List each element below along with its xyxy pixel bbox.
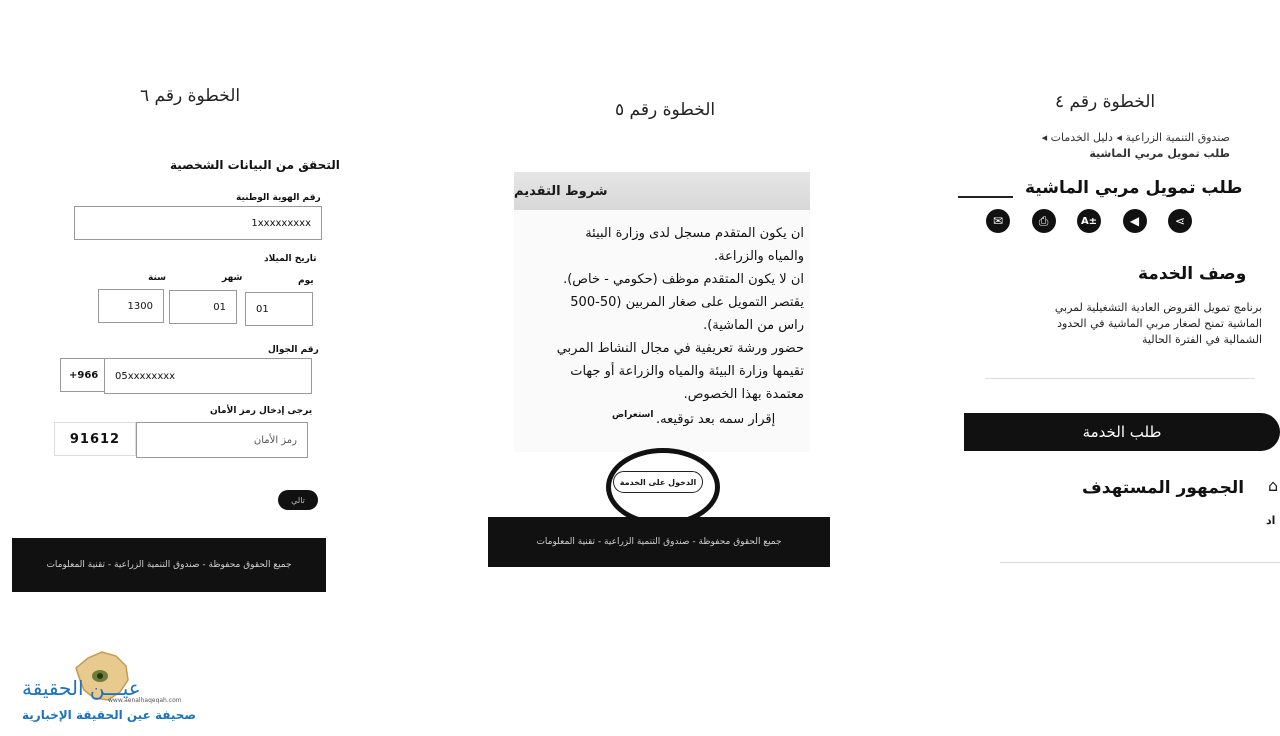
captcha-image: 91612: [54, 422, 136, 456]
condition-line: تقيمها وزارة البيئة والمياه والزراعة أو جهات: [570, 364, 804, 379]
divider: [1000, 562, 1280, 563]
conditions-list: [520, 222, 804, 406]
step6-title: الخطوة رقم ٦: [140, 86, 241, 106]
condition-line: حضور ورشة تعريفية في مجال النشاط المربي: [556, 341, 804, 356]
chevron-left-icon: ◂: [1041, 131, 1048, 144]
logo-tagline: صحيفة عين الحقيقة الإخبارية: [22, 708, 196, 722]
condition-line: يقتصر التمويل على صغار المربين (50-500: [570, 295, 804, 310]
logo: [18, 648, 196, 726]
request-service-button[interactable]: طلب الخدمة: [964, 413, 1280, 451]
acknowledgement-text: إقرار سمه بعد توقيعه.: [656, 412, 776, 427]
breadcrumb-current: طلب تمويل مربي الماشية: [1089, 147, 1230, 160]
month-label: شهر: [222, 273, 243, 283]
speaker-icon[interactable]: ◀: [1123, 209, 1147, 233]
breadcrumb-item-fund[interactable]: صندوق التنمية الزراعية: [1125, 131, 1230, 144]
national-id-field[interactable]: 1xxxxxxxxx: [74, 206, 322, 240]
service-description: [1000, 300, 1262, 348]
desc-heading: وصف الخدمة: [1138, 264, 1247, 284]
country-code-field: +966: [60, 358, 106, 392]
condition-line: راس من الماشية).: [703, 318, 804, 333]
chevron-left-icon: ◂: [1112, 131, 1122, 144]
service-title: طلب تمويل مربي الماشية: [1025, 178, 1243, 198]
audience-text-cut: اد: [1266, 514, 1276, 527]
step4-title: الخطوة رقم ٤: [1055, 92, 1156, 112]
step5-title: الخطوة رقم ٥: [615, 100, 716, 120]
national-id-label: رقم الهوية الوطنية: [236, 193, 321, 203]
share-icon[interactable]: ⋖: [1168, 209, 1192, 233]
month-field[interactable]: 01: [169, 290, 237, 324]
divider: [985, 378, 1255, 379]
next-button[interactable]: تالي: [278, 490, 318, 510]
day-label: يوم: [298, 276, 314, 286]
mobile-field[interactable]: 05xxxxxxxx: [104, 358, 312, 394]
login-service-button[interactable]: الدخول على الخدمة: [613, 471, 703, 493]
dob-label: تاريخ الميلاد: [264, 254, 317, 264]
view-link[interactable]: استعراض: [612, 410, 654, 420]
audience-heading: الجمهور المستهدف: [1082, 478, 1245, 498]
day-field[interactable]: 01: [245, 292, 313, 326]
font-size-icon[interactable]: A±: [1077, 209, 1101, 233]
breadcrumb: [1012, 131, 1230, 144]
condition-line: ان لا يكون المتقدم موظف (حكومي - خاص).: [563, 272, 804, 287]
desc-line: برنامج تمويل القروض العادية التشغيلية لمربي: [1054, 301, 1262, 314]
condition-line: معتمدة بهذا الخصوص.: [683, 387, 804, 402]
mail-icon[interactable]: ✉: [986, 209, 1010, 233]
desc-line: الشمالية في الفترة الحالية: [1142, 333, 1262, 346]
conditions-heading: شروط التقديم: [514, 172, 810, 210]
print-icon[interactable]: ⎙: [1032, 209, 1056, 233]
mobile-label: رقم الجوال: [268, 345, 319, 355]
title-underline: [958, 196, 1013, 198]
breadcrumb-item-services[interactable]: دليل الخدمات: [1050, 131, 1113, 144]
action-icons: [986, 209, 1192, 237]
footer-bar: جميع الحقوق محفوظة - صندوق التنمية الزراعية - تقنية المعلومات: [488, 517, 830, 567]
desc-line: الماشية تمنح لصغار مربي الماشية في الحدود: [1057, 317, 1262, 330]
captcha-input[interactable]: رمز الأمان: [136, 422, 308, 458]
footer-bar: جميع الحقوق محفوظة - صندوق التنمية الزراعية - تقنية المعلومات: [12, 538, 326, 592]
year-label: سنة: [148, 273, 166, 283]
condition-line: ان يكون المتقدم مسجل لدى وزارة البيئة: [585, 226, 804, 241]
form-heading: التحقق من البيانات الشخصية: [170, 158, 340, 172]
home-icon: ⌂: [1268, 476, 1279, 495]
logo-url: www.aenalhaqeqah.com: [108, 697, 182, 704]
year-field[interactable]: 1300: [98, 289, 164, 323]
condition-line: والمياه والزراعة.: [714, 249, 804, 264]
captcha-label: يرجى إدخال رمز الأمان: [210, 406, 313, 416]
logo-name: عيـــن الحقيقة: [22, 676, 141, 700]
